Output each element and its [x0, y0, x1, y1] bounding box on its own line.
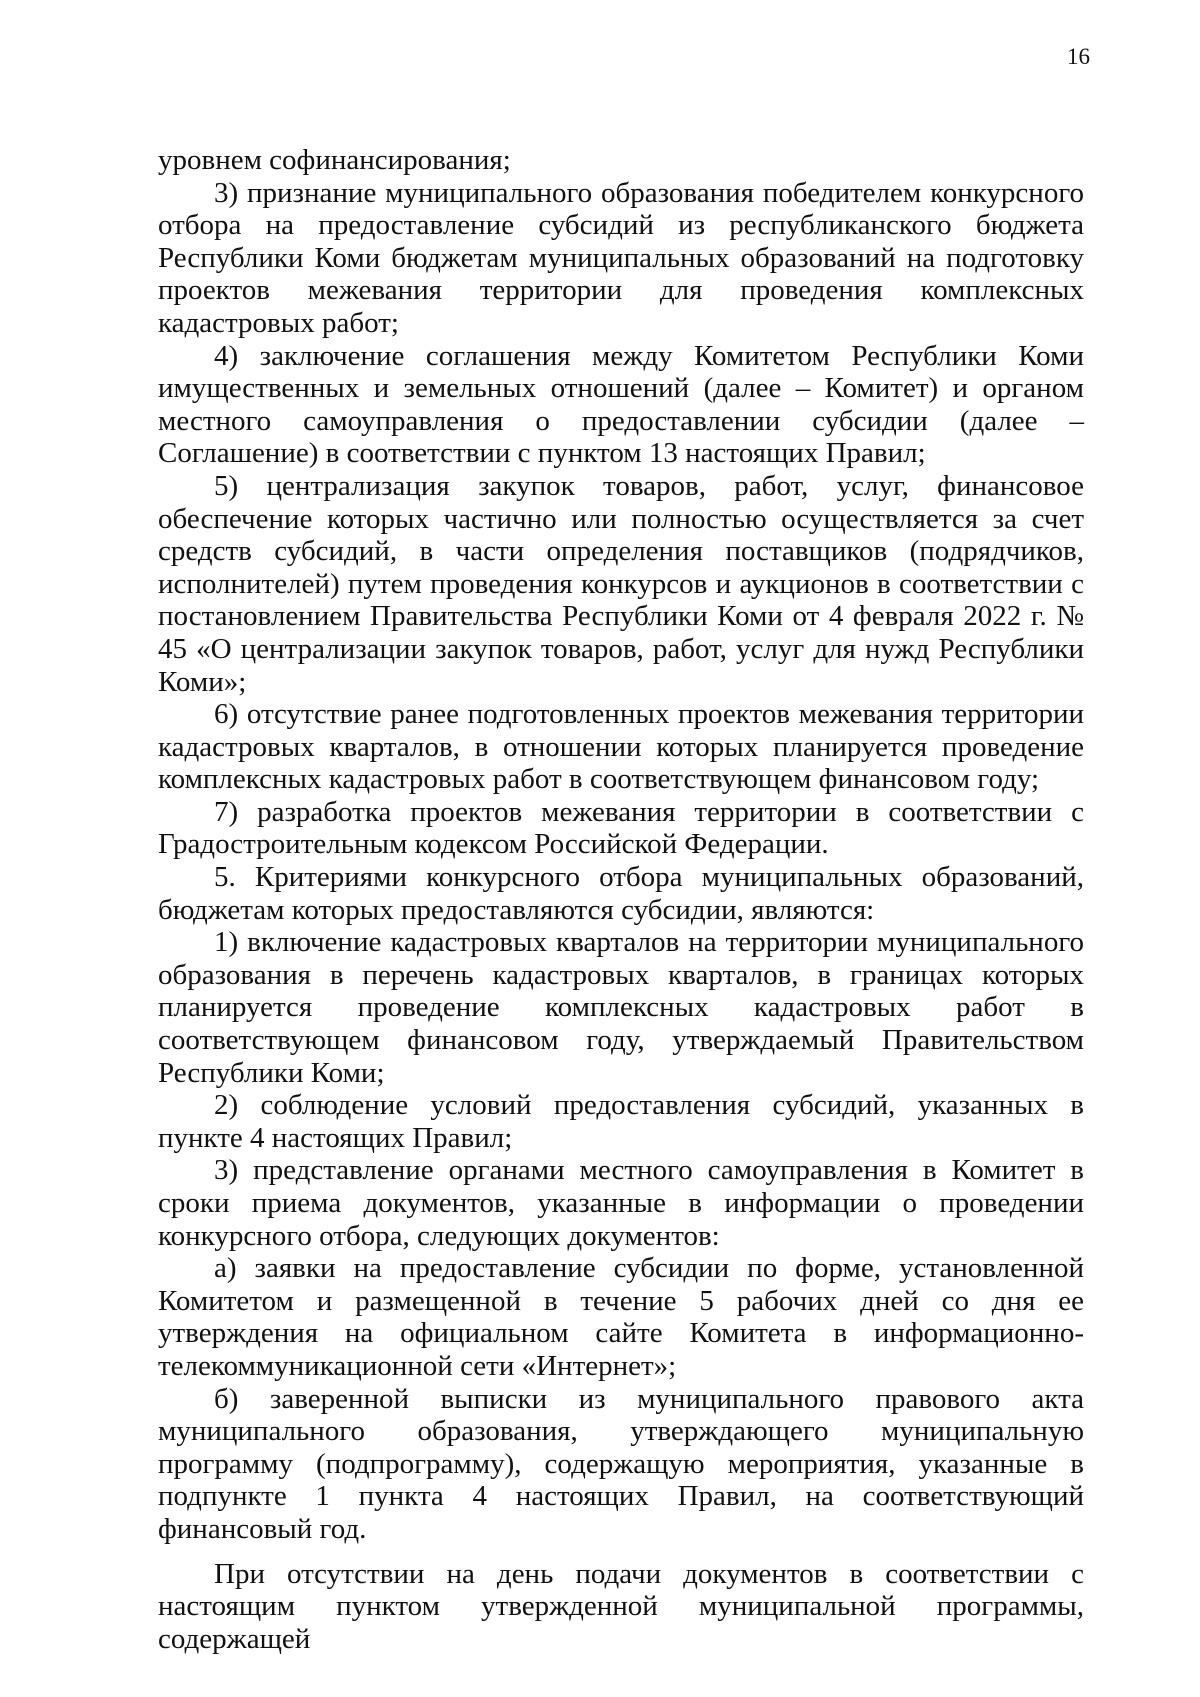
- paragraph-item-6-no-previous-projects: 6) отсутствие ранее подготовленных проектов межевания территории кадастровых кварталов, в отношении которых планируется проведение комплексных кадастровых работ в соответствующем финансовом году;: [158, 698, 1084, 796]
- paragraph-cofinancing-level: уровнем софинансирования;: [158, 144, 511, 176]
- paragraph-absence-of-program: При отсутствии на день подачи документов в соответствии с настоящим пунктом утвержденной муниципальной программы, содержащей: [158, 1557, 1084, 1655]
- paragraph-criterion-1: 1) включение кадастровых кварталов на территории муниципального образования в перечень кадастровых кварталов, в границах которых планируется проведение комплексных кадастровых работ в соответствующем финансовом году, утверждаемый Правительством Республики Коми;: [158, 926, 1084, 1089]
- paragraph-item-5-centralized-procurement: 5) централизация закупок товаров, работ, услуг, финансовое обеспечение которых частично или полностью осуществляется за счет средств субсидий, в части определения поставщиков (подрядчиков, исполнителей) путем проведения конкурсов и аукционов в соответствии с постановлением Правительства Республики Коми от 4 февраля 2022 г. № 45 «О централизации закупок товаров, работ, услуг для нужд Республики Коми»;: [158, 469, 1084, 698]
- paragraph-item-4-agreement: 4) заключение соглашения между Комитетом Республики Коми имущественных и земельных отношений (далее – Комитет) и органом местного самоуправления о предоставлении субсидии (далее – Соглашение) в соответствии с пунктом 13 настоящих Правил;: [158, 339, 1084, 470]
- paragraph-item-3-competition-winner: 3) признание муниципального образования победителем конкурсного отбора на предоставление субсидий из республиканского бюджета Республики Коми бюджетам муниципальных образований на подготовку проектов межевания территории для проведения комплексных кадастровых работ;: [158, 176, 1084, 339]
- paragraph-criterion-3: 3) представление органами местного самоуправления в Комитет в сроки приема документов, указанные в информации о проведении конкурсного отбора, следующих документов:: [158, 1154, 1084, 1252]
- paragraph-subitem-a-application: а) заявки на предоставление субсидии по форме, установленной Комитетом и размещенной в течение 5 рабочих дней со дня ее утверждения на официальном сайте Комитета в информационно-телекоммуникационной сети «Интернет»;: [158, 1252, 1084, 1382]
- paragraph-item-7-project-development: 7) разработка проектов межевания территории в соответствии с Градостроительным кодексом Российской Федерации.: [158, 795, 1084, 861]
- page-number: 16: [1067, 44, 1090, 69]
- paragraph-section-5-criteria: 5. Критериями конкурсного отбора муниципальных образований, бюджетам которых предоставляются субсидии, являются:: [158, 861, 1084, 926]
- paragraph-criterion-2: 2) соблюдение условий предоставления субсидий, указанных в пункте 4 настоящих Правил;: [158, 1089, 1084, 1154]
- paragraph-subitem-b-extract: б) заверенной выписки из муниципального правового акта муниципального образования, утверждающего муниципальную программу (подпрограмму), содержащую мероприятия, указанные в подпункте 1 пункта 4 настоящих Правил, на соответствующий финансовый год.: [158, 1382, 1084, 1545]
- document-body: [158, 144, 1084, 1655]
